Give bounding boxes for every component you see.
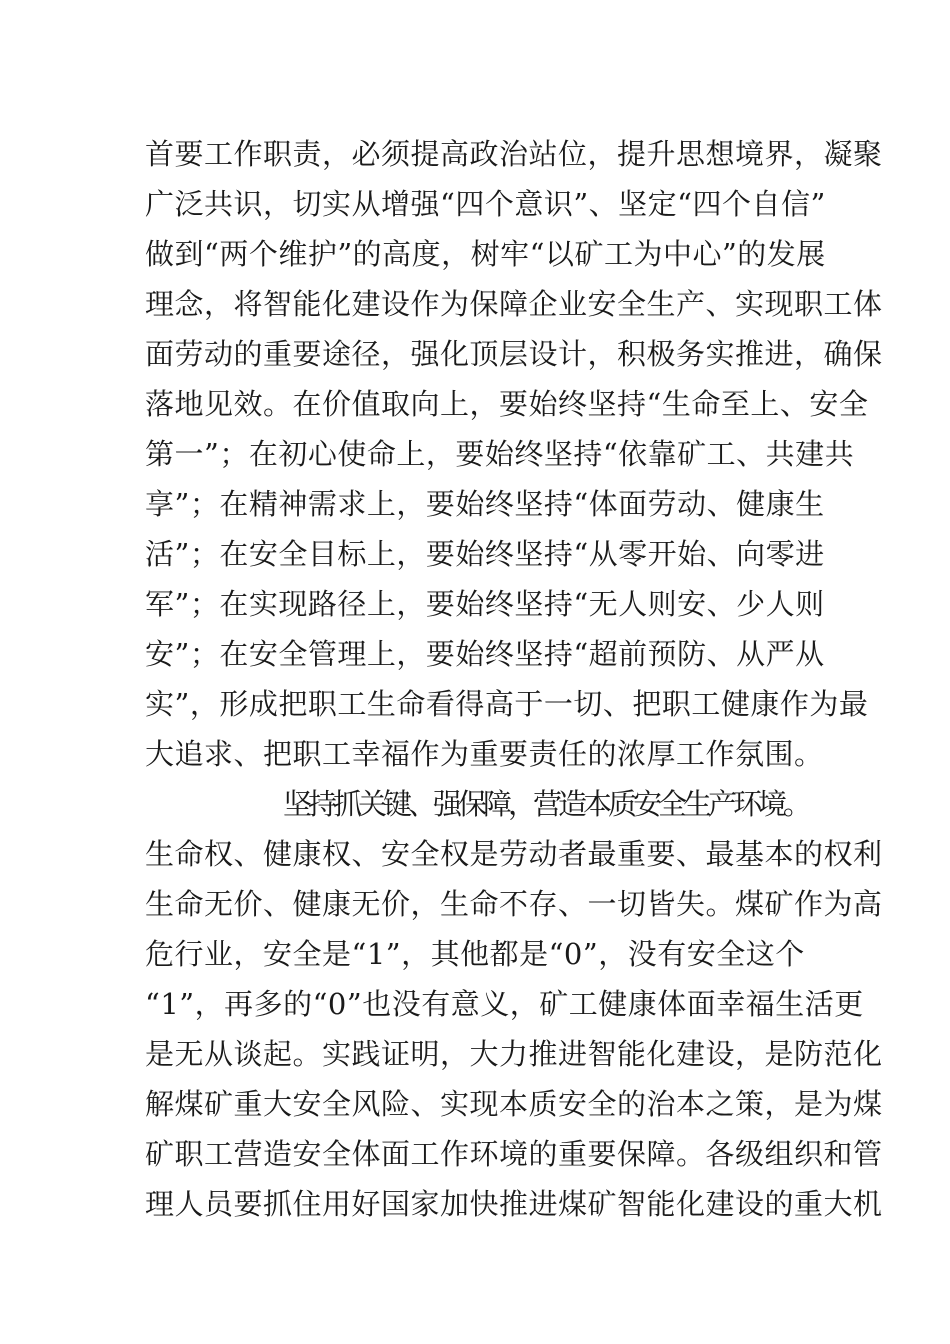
text-line: 做到“两个维护”的高度，树牢“以矿工为中心”的发展 [145, 237, 826, 271]
text-line: 是无从谈起。实践证明，大力推进智能化建设，是防范化 [145, 1037, 883, 1071]
text-line: 军”；在实现路径上，要始终坚持“无人则安、少人则 [145, 587, 825, 621]
text-line: 活”；在安全目标上，要始终坚持“从零开始、向零进 [145, 537, 825, 571]
text-line: 大追求、把职工幸福作为重要责任的浓厚工作氛围。 [145, 737, 824, 771]
text-line: 落地见效。在价值取向上，要始终坚持“生命至上、安全 [145, 387, 869, 421]
text-line: 矿职工营造安全体面工作环境的重要保障。各级组织和管 [145, 1137, 883, 1171]
text-line: 解煤矿重大安全风险、实现本质安全的治本之策，是为煤 [145, 1087, 883, 1121]
text-line: 广泛共识，切实从增强“四个意识”、坚定“四个自信” [145, 187, 826, 221]
text-line: 首要工作职责，必须提高政治站位，提升思想境界，凝聚 [145, 137, 883, 171]
text-line: 安”；在安全管理上，要始终坚持“超前预防、从严从 [145, 637, 825, 671]
text-line: 生命权、健康权、安全权是劳动者最重要、最基本的权利 [145, 837, 883, 871]
text-line: 面劳动的重要途径，强化顶层设计，积极务实推进，确保 [145, 337, 883, 371]
text-line: 理念，将智能化建设作为保障企业安全生产、实现职工体 [145, 287, 883, 321]
text-line: 危行业，安全是“1”，其他都是“0”，没有安全这个 [145, 937, 805, 971]
text-line: 享”；在精神需求上，要始终坚持“体面劳动、健康生 [145, 487, 825, 521]
text-line: 生命无价、健康无价，生命不存、一切皆失。煤矿作为高 [145, 887, 883, 921]
text-line: “1”，再多的“0”也没有意义，矿工健康体面幸福生活更 [145, 987, 864, 1021]
text-line: 第一”；在初心使命上，要始终坚持“依靠矿工、共建共 [145, 437, 855, 471]
text-line: 理人员要抓住用好国家加快推进煤矿智能化建设的重大机 [145, 1187, 883, 1221]
text-line: 实”，形成把职工生命看得高于一切、把职工健康作为最 [145, 687, 869, 721]
section-heading: 坚持抓关键、强保障，营造本质安全生产环境。 [283, 787, 809, 821]
